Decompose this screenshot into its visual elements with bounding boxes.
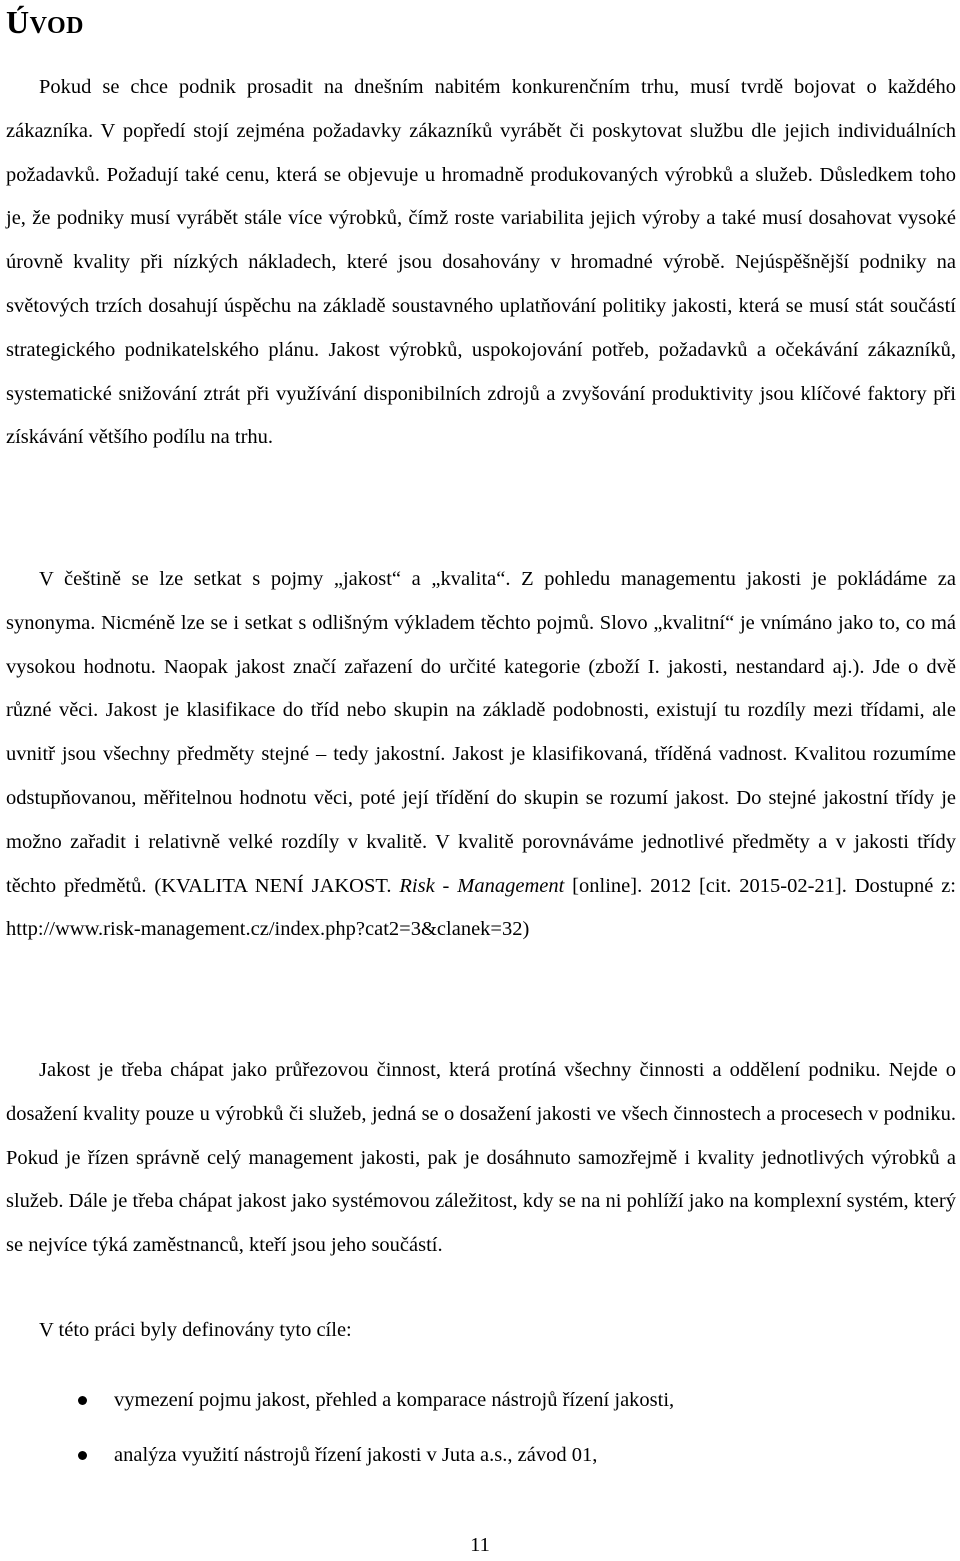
section-heading-rest: VOD — [29, 13, 84, 39]
paragraph-quality-definition — [6, 558, 956, 952]
section-heading-initial: Ú — [6, 4, 30, 40]
list-item — [0, 1378, 960, 1433]
paragraph-quality-scope: Jakost je třeba chápat jako průřezovou činnost, která protíná všechny činnosti a oddělení podniku. Nejde o dosažení kvality pouze u výrobků či služeb, jedná se o dosažení jakosti ve všech činnostech a procesech v podniku. Pokud je řízen správně celý management jakosti, pak je dosáhnuto samozřejmě i kvality jednotlivých výrobků a služeb. Dále je třeba chápat jakost jako systémovou záležitost, kdy se na ni pohlíží jako na komplexní systém, který se nejvíce týká zaměstnanců, kteří jsou jeho součástí. — [6, 1059, 956, 1257]
list-item — [0, 1433, 960, 1488]
citation-title: Risk - Management — [399, 874, 565, 897]
goals-list — [0, 1378, 960, 1488]
paragraph-intro: Pokud se chce podnik prosadit na dnešním nabitém konkurenčním trhu, musí tvrdě bojovat o každého zákazníka. V popředí stojí zejména požadavky zákazníků vyrábět či poskytovat službu dle jejich individuálních požadavků. Požadují také cenu, která se objevuje u hromadně produkovaných výrobků a služeb. Důsledkem toho je, že podniky musí vyrábět stále více výrobků, čímž roste variabilita jejich výroby a také musí dosahovat vysoké úrovně kvality při nízkých nákladech, které jsou dosahovány v hromadné výrobě. Nejúspěšnější podniky na světových trzích dosahují úspěchu na základě soustavného uplatňování politiky jakosti, která se musí stát součástí strategického podnikatelského plánu. Jakost výrobků, uspokojování potřeb, požadavků a očekávání zákazníků, systematické snižování ztrát při využívání disponibilních zdrojů a zvyšování produktivity jsou klíčové faktory při získávání většího podílu na trhu. — [6, 76, 956, 449]
list-item-text: vymezení pojmu jakost, přehled a komparace nástrojů řízení jakosti, — [114, 1389, 675, 1411]
section-heading — [6, 2, 84, 46]
citation-source: [online]. 2012 [cit. 2015-02-21]. Dostupné z: http://www.risk-management.cz/index.php?cat2=3&clanek=32) — [6, 874, 956, 941]
page-number: 11 — [470, 1534, 490, 1556]
paragraph-goals-intro: V této práci byly definovány tyto cíle: — [39, 1319, 352, 1341]
paragraph-quality-text: V češtině se lze setkat s pojmy „jakost“ a „kvalita“. Z pohledu managementu jakosti je pokládáme za synonyma. Nicméně lze se i setkat s odlišným výkladem těchto pojmů. Slovo „kvalitní“ je vnímáno jako to, co má vysokou hodnotu. Naopak jakost značí zařazení do určité kategorie (zboží I. jakosti, nestandard aj.). Jde o dvě různé věci. Jakost je klasifikace do tříd nebo skupin na základě podobnosti, existují tu rozdíly mezi třídami, ale uvnitř jsou všechny předměty stejné – tedy jakostní. Jakost je klasifikovaná, tříděná vadnost. Kvalitou rozumíme odstupňovanou, měřitelnou hodnotu věci, poté její třídění do skupin se rozumí jakost. Do stejné jakostní třídy je možno zařadit i relativně velké rozdíly v kvalitě. V kvalitě porovnáváme jednotlivé předměty a v jakosti třídy těchto předmětů. (KVALITA NENÍ JAKOST. — [6, 568, 956, 897]
bullet-icon — [78, 1396, 87, 1405]
bullet-icon — [78, 1451, 87, 1460]
list-item-text: analýza využití nástrojů řízení jakosti v Juta a.s., závod 01, — [114, 1444, 598, 1466]
